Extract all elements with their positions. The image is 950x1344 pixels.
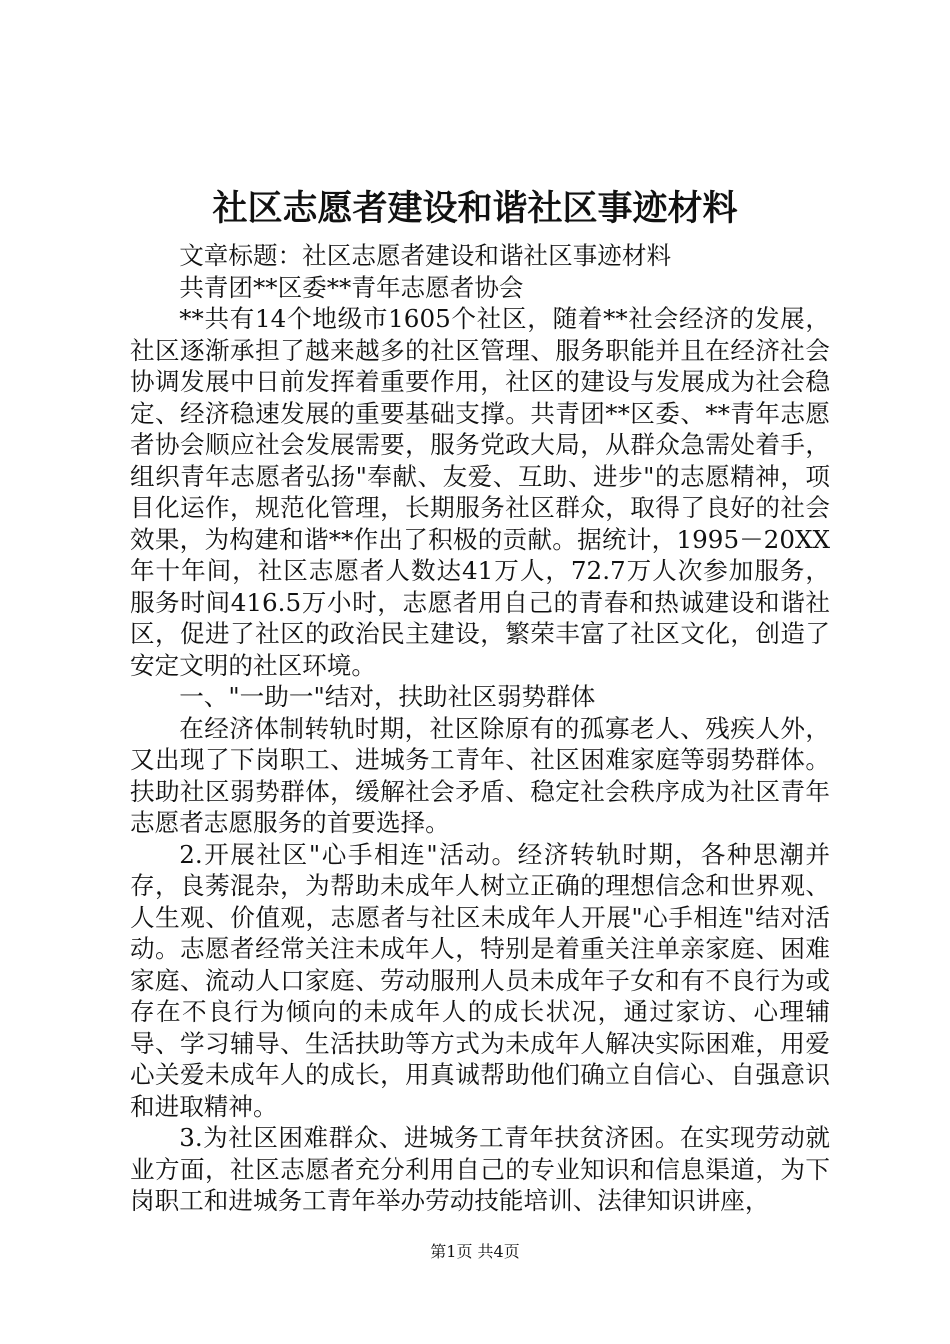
- document-title: 社区志愿者建设和谐社区事迹材料: [212, 189, 738, 229]
- body-paragraph: 在经济体制转轨时期，社区除原有的孤寡老人、残疾人外，又出现了下岗职工、进城务工青年、社区困难家庭等弱势群体。扶助社区弱势群体，缓解社会矛盾、稳定社会秩序成为社区青年志愿者志愿服务的首要选择。: [130, 713, 830, 837]
- body-paragraph: **共有14个地级市1605个社区，随着**社会经济的发展，社区逐渐承担了越来越多的社区管理、服务职能并且在经济社会协调发展中日前发挥着重要作用，社区的建设与发展成为社会稳定、经济稳速发展的重要基础支撑。共青团**区委、**青年志愿者协会顺应社会发展需要，服务党政大局，从群众急需处着手，组织青年志愿者弘扬"奉献、友爱、互助、进步"的志愿精神，项目化运作，规范化管理，长期服务社区群众，取得了良好的社会效果，为构建和谐**作出了积极的贡献。据统计，1995－20XX年十年间，社区志愿者人数达41万人，72.7万人次参加服务，服务时间416.5万小时，志愿者用自己的青春和热诚建设和谐社区，促进了社区的政治民主建设，繁荣丰富了社区文化，创造了安定文明的社区环境。: [130, 304, 830, 680]
- body-paragraph: 3.为社区困难群众、进城务工青年扶贫济困。在实现劳动就业方面，社区志愿者充分利用自己的专业知识和信息渠道，为下岗职工和进城务工青年举办劳动技能培训、法律知识讲座，: [130, 1123, 830, 1215]
- page-footer: 第1页 共4页: [430, 1242, 520, 1261]
- document-body: [130, 240, 830, 1217]
- section-heading: 一、"一助一"结对，扶助社区弱势群体: [179, 682, 596, 711]
- author-line: 共青团**区委**青年志愿者协会: [179, 272, 524, 302]
- body-paragraph: 2.开展社区"心手相连"活动。经济转轨时期，各种思潮并存，良莠混杂，为帮助未成年人树立正确的理想信念和世界观、人生观、价值观，志愿者与社区未成年人开展"心手相连"结对活动。志愿者经常关注未成年人，特别是着重关注单亲家庭、困难家庭、流动人口家庭、劳动服刑人员未成年子女和有不良行为或存在不良行为倾向的未成年人的成长状况，通过家访、心理辅导、学习辅导、生活扶助等方式为未成年人解决实际困难，用爱心关爱未成年人的成长，用真诚帮助他们确立自信心、自强意识和进取精神。: [130, 839, 830, 1121]
- article-title-line: 文章标题：社区志愿者建设和谐社区事迹材料: [179, 241, 672, 270]
